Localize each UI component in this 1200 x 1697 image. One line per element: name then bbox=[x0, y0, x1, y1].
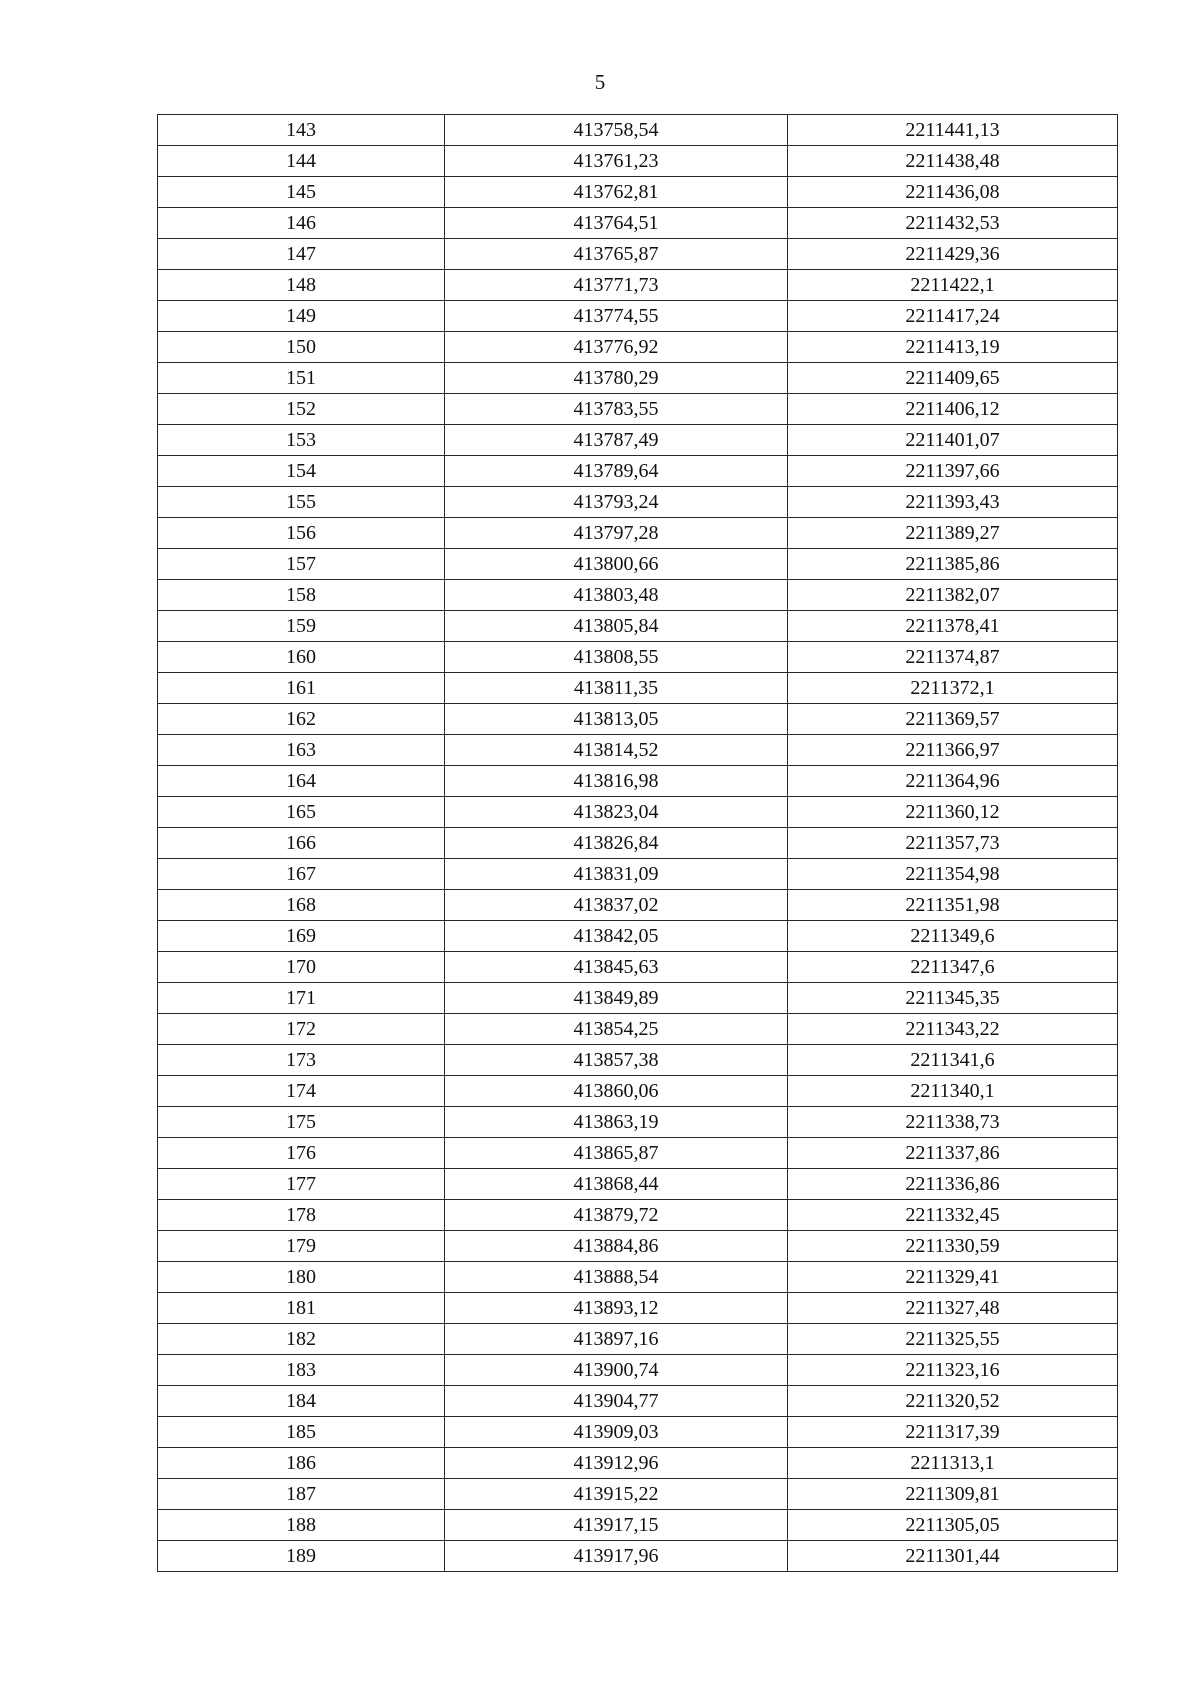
x-coordinate-cell: 413831,09 bbox=[445, 859, 788, 890]
y-coordinate-cell: 2211369,57 bbox=[788, 704, 1118, 735]
point-number-cell: 162 bbox=[158, 704, 445, 735]
x-coordinate-cell: 413787,49 bbox=[445, 425, 788, 456]
table-row bbox=[158, 1355, 1118, 1386]
table-row bbox=[158, 518, 1118, 549]
x-coordinate-cell: 413888,54 bbox=[445, 1262, 788, 1293]
x-coordinate-cell: 413762,81 bbox=[445, 177, 788, 208]
point-number-cell: 144 bbox=[158, 146, 445, 177]
y-coordinate-cell: 2211347,6 bbox=[788, 952, 1118, 983]
y-coordinate-cell: 2211301,44 bbox=[788, 1541, 1118, 1572]
point-number-cell: 161 bbox=[158, 673, 445, 704]
table-row bbox=[158, 456, 1118, 487]
x-coordinate-cell: 413900,74 bbox=[445, 1355, 788, 1386]
point-number-cell: 188 bbox=[158, 1510, 445, 1541]
y-coordinate-cell: 2211323,16 bbox=[788, 1355, 1118, 1386]
y-coordinate-cell: 2211366,97 bbox=[788, 735, 1118, 766]
point-number-cell: 156 bbox=[158, 518, 445, 549]
y-coordinate-cell: 2211330,59 bbox=[788, 1231, 1118, 1262]
x-coordinate-cell: 413797,28 bbox=[445, 518, 788, 549]
y-coordinate-cell: 2211372,1 bbox=[788, 673, 1118, 704]
table-row bbox=[158, 983, 1118, 1014]
point-number-cell: 185 bbox=[158, 1417, 445, 1448]
x-coordinate-cell: 413783,55 bbox=[445, 394, 788, 425]
x-coordinate-cell: 413816,98 bbox=[445, 766, 788, 797]
y-coordinate-cell: 2211413,19 bbox=[788, 332, 1118, 363]
table-row bbox=[158, 301, 1118, 332]
x-coordinate-cell: 413897,16 bbox=[445, 1324, 788, 1355]
x-coordinate-cell: 413915,22 bbox=[445, 1479, 788, 1510]
table-row bbox=[158, 1479, 1118, 1510]
y-coordinate-cell: 2211329,41 bbox=[788, 1262, 1118, 1293]
table-row bbox=[158, 1417, 1118, 1448]
point-number-cell: 149 bbox=[158, 301, 445, 332]
y-coordinate-cell: 2211397,66 bbox=[788, 456, 1118, 487]
x-coordinate-cell: 413803,48 bbox=[445, 580, 788, 611]
table-row bbox=[158, 394, 1118, 425]
x-coordinate-cell: 413860,06 bbox=[445, 1076, 788, 1107]
table-row bbox=[158, 487, 1118, 518]
table-row bbox=[158, 1138, 1118, 1169]
y-coordinate-cell: 2211422,1 bbox=[788, 270, 1118, 301]
y-coordinate-cell: 2211417,24 bbox=[788, 301, 1118, 332]
point-number-cell: 151 bbox=[158, 363, 445, 394]
table-row bbox=[158, 735, 1118, 766]
table-row bbox=[158, 642, 1118, 673]
x-coordinate-cell: 413884,86 bbox=[445, 1231, 788, 1262]
point-number-cell: 171 bbox=[158, 983, 445, 1014]
x-coordinate-cell: 413893,12 bbox=[445, 1293, 788, 1324]
table-row bbox=[158, 115, 1118, 146]
point-number-cell: 157 bbox=[158, 549, 445, 580]
point-number-cell: 189 bbox=[158, 1541, 445, 1572]
y-coordinate-cell: 2211336,86 bbox=[788, 1169, 1118, 1200]
y-coordinate-cell: 2211406,12 bbox=[788, 394, 1118, 425]
x-coordinate-cell: 413758,54 bbox=[445, 115, 788, 146]
x-coordinate-cell: 413814,52 bbox=[445, 735, 788, 766]
table-row bbox=[158, 146, 1118, 177]
point-number-cell: 163 bbox=[158, 735, 445, 766]
x-coordinate-cell: 413811,35 bbox=[445, 673, 788, 704]
table-row bbox=[158, 859, 1118, 890]
point-number-cell: 181 bbox=[158, 1293, 445, 1324]
page-number: 5 bbox=[594, 70, 606, 94]
table-row bbox=[158, 580, 1118, 611]
point-number-cell: 182 bbox=[158, 1324, 445, 1355]
point-number-cell: 154 bbox=[158, 456, 445, 487]
y-coordinate-cell: 2211401,07 bbox=[788, 425, 1118, 456]
table-row bbox=[158, 921, 1118, 952]
point-number-cell: 152 bbox=[158, 394, 445, 425]
x-coordinate-cell: 413909,03 bbox=[445, 1417, 788, 1448]
y-coordinate-cell: 2211313,1 bbox=[788, 1448, 1118, 1479]
x-coordinate-cell: 413845,63 bbox=[445, 952, 788, 983]
y-coordinate-cell: 2211409,65 bbox=[788, 363, 1118, 394]
point-number-cell: 174 bbox=[158, 1076, 445, 1107]
point-number-cell: 176 bbox=[158, 1138, 445, 1169]
point-number-cell: 170 bbox=[158, 952, 445, 983]
y-coordinate-cell: 2211309,81 bbox=[788, 1479, 1118, 1510]
y-coordinate-cell: 2211351,98 bbox=[788, 890, 1118, 921]
point-number-cell: 169 bbox=[158, 921, 445, 952]
y-coordinate-cell: 2211317,39 bbox=[788, 1417, 1118, 1448]
table-row bbox=[158, 363, 1118, 394]
point-number-cell: 178 bbox=[158, 1200, 445, 1231]
x-coordinate-cell: 413917,96 bbox=[445, 1541, 788, 1572]
table-row bbox=[158, 766, 1118, 797]
table-row bbox=[158, 208, 1118, 239]
x-coordinate-cell: 413857,38 bbox=[445, 1045, 788, 1076]
point-number-cell: 148 bbox=[158, 270, 445, 301]
y-coordinate-cell: 2211441,13 bbox=[788, 115, 1118, 146]
x-coordinate-cell: 413837,02 bbox=[445, 890, 788, 921]
point-number-cell: 180 bbox=[158, 1262, 445, 1293]
table-row bbox=[158, 704, 1118, 735]
point-number-cell: 183 bbox=[158, 1355, 445, 1386]
y-coordinate-cell: 2211327,48 bbox=[788, 1293, 1118, 1324]
x-coordinate-cell: 413868,44 bbox=[445, 1169, 788, 1200]
y-coordinate-cell: 2211382,07 bbox=[788, 580, 1118, 611]
table-row bbox=[158, 549, 1118, 580]
y-coordinate-cell: 2211364,96 bbox=[788, 766, 1118, 797]
y-coordinate-cell: 2211343,22 bbox=[788, 1014, 1118, 1045]
x-coordinate-cell: 413805,84 bbox=[445, 611, 788, 642]
point-number-cell: 187 bbox=[158, 1479, 445, 1510]
x-coordinate-cell: 413842,05 bbox=[445, 921, 788, 952]
table-row bbox=[158, 270, 1118, 301]
y-coordinate-cell: 2211429,36 bbox=[788, 239, 1118, 270]
point-number-cell: 164 bbox=[158, 766, 445, 797]
table-row bbox=[158, 797, 1118, 828]
table-row bbox=[158, 1448, 1118, 1479]
x-coordinate-cell: 413808,55 bbox=[445, 642, 788, 673]
table-row bbox=[158, 1262, 1118, 1293]
table-row bbox=[158, 611, 1118, 642]
table-row bbox=[158, 1386, 1118, 1417]
point-number-cell: 173 bbox=[158, 1045, 445, 1076]
table-row bbox=[158, 1541, 1118, 1572]
x-coordinate-cell: 413793,24 bbox=[445, 487, 788, 518]
x-coordinate-cell: 413771,73 bbox=[445, 270, 788, 301]
table-row bbox=[158, 1076, 1118, 1107]
table-row bbox=[158, 1014, 1118, 1045]
y-coordinate-cell: 2211340,1 bbox=[788, 1076, 1118, 1107]
x-coordinate-cell: 413780,29 bbox=[445, 363, 788, 394]
table-row bbox=[158, 177, 1118, 208]
point-number-cell: 167 bbox=[158, 859, 445, 890]
y-coordinate-cell: 2211374,87 bbox=[788, 642, 1118, 673]
table-row bbox=[158, 1231, 1118, 1262]
x-coordinate-cell: 413826,84 bbox=[445, 828, 788, 859]
point-number-cell: 184 bbox=[158, 1386, 445, 1417]
y-coordinate-cell: 2211378,41 bbox=[788, 611, 1118, 642]
y-coordinate-cell: 2211341,6 bbox=[788, 1045, 1118, 1076]
point-number-cell: 186 bbox=[158, 1448, 445, 1479]
y-coordinate-cell: 2211436,08 bbox=[788, 177, 1118, 208]
coordinates-table-body bbox=[158, 115, 1118, 1572]
x-coordinate-cell: 413904,77 bbox=[445, 1386, 788, 1417]
point-number-cell: 168 bbox=[158, 890, 445, 921]
x-coordinate-cell: 413764,51 bbox=[445, 208, 788, 239]
point-number-cell: 165 bbox=[158, 797, 445, 828]
y-coordinate-cell: 2211357,73 bbox=[788, 828, 1118, 859]
y-coordinate-cell: 2211385,86 bbox=[788, 549, 1118, 580]
table-row bbox=[158, 673, 1118, 704]
x-coordinate-cell: 413823,04 bbox=[445, 797, 788, 828]
table-row bbox=[158, 1324, 1118, 1355]
x-coordinate-cell: 413789,64 bbox=[445, 456, 788, 487]
point-number-cell: 175 bbox=[158, 1107, 445, 1138]
point-number-cell: 153 bbox=[158, 425, 445, 456]
table-row bbox=[158, 332, 1118, 363]
x-coordinate-cell: 413849,89 bbox=[445, 983, 788, 1014]
table-row bbox=[158, 828, 1118, 859]
point-number-cell: 172 bbox=[158, 1014, 445, 1045]
coordinates-table bbox=[157, 114, 1118, 1572]
table-row bbox=[158, 890, 1118, 921]
x-coordinate-cell: 413800,66 bbox=[445, 549, 788, 580]
y-coordinate-cell: 2211389,27 bbox=[788, 518, 1118, 549]
point-number-cell: 150 bbox=[158, 332, 445, 363]
table-row bbox=[158, 1293, 1118, 1324]
table-row bbox=[158, 1107, 1118, 1138]
x-coordinate-cell: 413917,15 bbox=[445, 1510, 788, 1541]
table-row bbox=[158, 1169, 1118, 1200]
y-coordinate-cell: 2211354,98 bbox=[788, 859, 1118, 890]
table-row bbox=[158, 1200, 1118, 1231]
point-number-cell: 145 bbox=[158, 177, 445, 208]
x-coordinate-cell: 413774,55 bbox=[445, 301, 788, 332]
point-number-cell: 177 bbox=[158, 1169, 445, 1200]
y-coordinate-cell: 2211332,45 bbox=[788, 1200, 1118, 1231]
x-coordinate-cell: 413765,87 bbox=[445, 239, 788, 270]
x-coordinate-cell: 413813,05 bbox=[445, 704, 788, 735]
point-number-cell: 155 bbox=[158, 487, 445, 518]
y-coordinate-cell: 2211349,6 bbox=[788, 921, 1118, 952]
y-coordinate-cell: 2211345,35 bbox=[788, 983, 1118, 1014]
y-coordinate-cell: 2211320,52 bbox=[788, 1386, 1118, 1417]
y-coordinate-cell: 2211325,55 bbox=[788, 1324, 1118, 1355]
point-number-cell: 179 bbox=[158, 1231, 445, 1262]
y-coordinate-cell: 2211337,86 bbox=[788, 1138, 1118, 1169]
table-row bbox=[158, 239, 1118, 270]
y-coordinate-cell: 2211432,53 bbox=[788, 208, 1118, 239]
table-row bbox=[158, 425, 1118, 456]
table-row bbox=[158, 952, 1118, 983]
x-coordinate-cell: 413912,96 bbox=[445, 1448, 788, 1479]
y-coordinate-cell: 2211360,12 bbox=[788, 797, 1118, 828]
x-coordinate-cell: 413761,23 bbox=[445, 146, 788, 177]
point-number-cell: 160 bbox=[158, 642, 445, 673]
point-number-cell: 158 bbox=[158, 580, 445, 611]
y-coordinate-cell: 2211393,43 bbox=[788, 487, 1118, 518]
y-coordinate-cell: 2211305,05 bbox=[788, 1510, 1118, 1541]
point-number-cell: 143 bbox=[158, 115, 445, 146]
x-coordinate-cell: 413865,87 bbox=[445, 1138, 788, 1169]
point-number-cell: 166 bbox=[158, 828, 445, 859]
point-number-cell: 147 bbox=[158, 239, 445, 270]
x-coordinate-cell: 413879,72 bbox=[445, 1200, 788, 1231]
x-coordinate-cell: 413863,19 bbox=[445, 1107, 788, 1138]
y-coordinate-cell: 2211338,73 bbox=[788, 1107, 1118, 1138]
x-coordinate-cell: 413854,25 bbox=[445, 1014, 788, 1045]
table-row bbox=[158, 1510, 1118, 1541]
y-coordinate-cell: 2211438,48 bbox=[788, 146, 1118, 177]
table-row bbox=[158, 1045, 1118, 1076]
point-number-cell: 146 bbox=[158, 208, 445, 239]
x-coordinate-cell: 413776,92 bbox=[445, 332, 788, 363]
point-number-cell: 159 bbox=[158, 611, 445, 642]
